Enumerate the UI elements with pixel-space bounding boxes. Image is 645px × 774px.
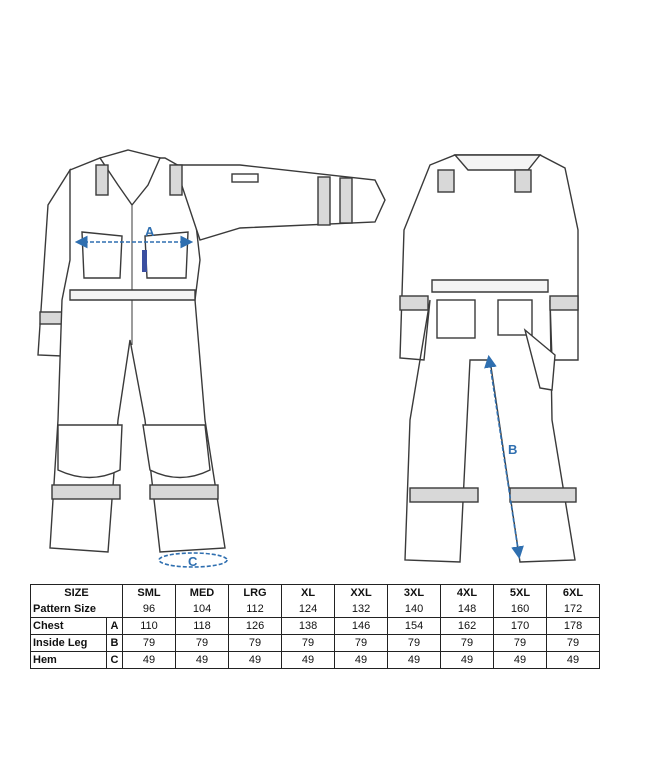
measurement-value: 79 [282, 635, 335, 652]
pattern-size-cell: 160 [494, 601, 547, 618]
pattern-size-cell: 172 [547, 601, 600, 618]
measurement-value: 79 [335, 635, 388, 652]
measurement-value: 79 [547, 635, 600, 652]
pattern-size-cell: 112 [229, 601, 282, 618]
front-shoulder-strap-left [96, 165, 108, 195]
measurement-code: B [107, 635, 123, 652]
front-waist-band [70, 290, 195, 300]
size-header-cell: XL [282, 585, 335, 602]
measurement-value: 49 [282, 652, 335, 669]
pattern-size-cell: 104 [176, 601, 229, 618]
pattern-size-cell: 96 [123, 601, 176, 618]
measurement-value: 126 [229, 618, 282, 635]
measurement-value: 49 [494, 652, 547, 669]
measurement-label: Inside Leg [31, 635, 107, 652]
front-right-sleeve-reflective-band-1 [318, 177, 330, 225]
size-header-cell: XXL [335, 585, 388, 602]
measurement-value: 49 [441, 652, 494, 669]
measurement-value: 154 [388, 618, 441, 635]
measurement-row [31, 635, 600, 652]
measurement-value: 162 [441, 618, 494, 635]
front-left-sleeve-reflective-band [40, 312, 64, 324]
measurement-value: 79 [441, 635, 494, 652]
front-leg-left-reflective-band [52, 485, 120, 499]
measurement-value: 170 [494, 618, 547, 635]
back-right-sleeve-reflective-band [550, 296, 578, 310]
pattern-size-label: Pattern Size [31, 601, 123, 618]
back-leg-left-reflective-band [410, 488, 478, 502]
pattern-size-cell: 124 [282, 601, 335, 618]
size-header-label: SIZE [31, 585, 123, 602]
size-header-row [31, 585, 600, 602]
measurement-label: Chest [31, 618, 107, 635]
dimension-b-label: B [508, 442, 518, 457]
size-header-cell: 5XL [494, 585, 547, 602]
measurement-row [31, 618, 600, 635]
back-left-sleeve-reflective-band [400, 296, 428, 310]
measurement-value: 49 [388, 652, 441, 669]
dimension-c-label: C [188, 554, 198, 569]
pattern-size-cell: 140 [388, 601, 441, 618]
front-right-sleeve-reflective-band-2 [340, 178, 352, 223]
measurement-value: 178 [547, 618, 600, 635]
measurement-value: 118 [176, 618, 229, 635]
back-shoulder-strap-left [438, 170, 454, 192]
front-sleeve-tab [232, 174, 258, 182]
measurement-value: 79 [176, 635, 229, 652]
measurement-value: 79 [229, 635, 282, 652]
back-collar [455, 155, 540, 170]
measurement-value: 79 [123, 635, 176, 652]
measurement-value: 49 [547, 652, 600, 669]
measurement-row [31, 652, 600, 669]
pattern-size-row [31, 601, 600, 618]
size-chart-table [30, 584, 600, 669]
front-right-sleeve [175, 165, 385, 240]
measurement-value: 49 [123, 652, 176, 669]
size-header-cell: 4XL [441, 585, 494, 602]
front-shoulder-strap-right [170, 165, 182, 195]
front-chest-pocket-left [82, 232, 122, 278]
back-leg-right-reflective-band [510, 488, 576, 502]
measurement-code: A [107, 618, 123, 635]
measurement-value: 110 [123, 618, 176, 635]
size-header-cell: MED [176, 585, 229, 602]
measurement-value: 49 [335, 652, 388, 669]
dimension-a-label: A [145, 224, 155, 239]
back-pocket-right [498, 300, 532, 335]
pattern-size-cell: 132 [335, 601, 388, 618]
measurement-value: 79 [388, 635, 441, 652]
size-header-cell: 6XL [547, 585, 600, 602]
back-waist-band [432, 280, 548, 292]
measurement-value: 79 [494, 635, 547, 652]
measurement-value: 146 [335, 618, 388, 635]
measurement-code: C [107, 652, 123, 669]
measurement-value: 49 [176, 652, 229, 669]
front-pocket-tag [142, 250, 147, 272]
size-header-cell: 3XL [388, 585, 441, 602]
size-header-cell: SML [123, 585, 176, 602]
measurement-value: 49 [229, 652, 282, 669]
measurement-label: Hem [31, 652, 107, 669]
back-shoulder-strap-right [515, 170, 531, 192]
back-pocket-left [437, 300, 475, 338]
size-header-cell: LRG [229, 585, 282, 602]
measurement-value: 138 [282, 618, 335, 635]
pattern-size-cell: 148 [441, 601, 494, 618]
front-knee-left [58, 425, 122, 478]
front-view-coverall [38, 150, 385, 552]
front-leg-right-reflective-band [150, 485, 218, 499]
front-knee-right [143, 425, 210, 478]
